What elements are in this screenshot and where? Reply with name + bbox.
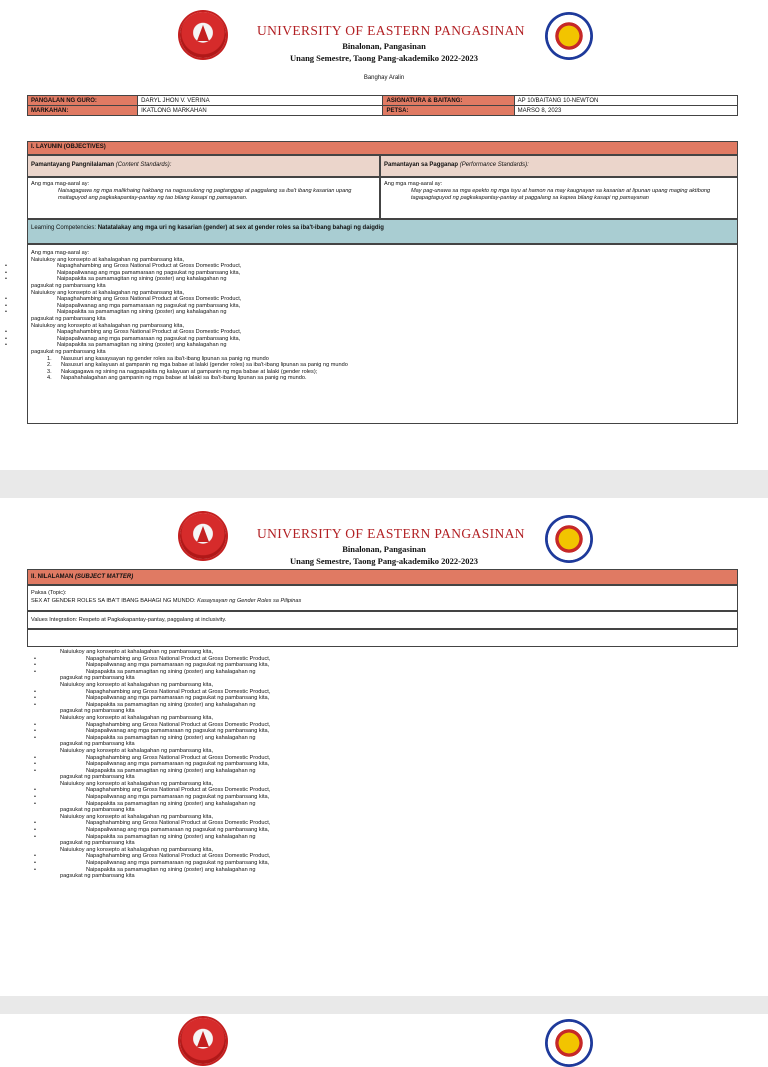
competency-bar [27,219,738,244]
numbered-objective-text: Nasusuri ang kalayuan at gampanin ng mga babae at lalaki (gender roles) sa iba't-ibang lipunan sa panig ng mundo [61,362,348,369]
objective-line: Naiuiukoy ang konsepto at kahalagahan ng pambansang kita, [60,846,214,853]
objective-group [60,781,270,814]
objective-line: pagsukat ng pambansang kita [60,675,135,682]
objective-line: pagsukat ng pambansang kita [60,807,135,814]
numbered-objective: 1. Nasusuri ang kasaysayan ng gender roles sa iba't-ibang lipunan sa panig ng mundo [47,355,269,362]
asignatura-label: ASIGNATURA & BAITANG: [383,96,514,106]
objective-line: • Naipapaliwanag ang mga pamamaraan ng pagsukat ng pambansang kita, [60,728,270,735]
asignatura-value: AP 10/BAITANG 10-NEWTON [514,96,737,106]
objective-group [60,748,270,781]
page-3 [0,1014,768,1024]
content-standard-cell [27,177,380,219]
objective-line: • Naipapakita sa pamamagitan ng sining (poster) ang kahalagahan ng [60,702,270,709]
objective-line: Naiuiukoy ang konsepto at kahalagahan ng pambansang kita, [60,649,214,655]
objective-group [60,682,270,715]
numbered-objective: 4. Napahahalagahan ang gampanin ng mga babae at lalaki sa iba't-ibang lipunan sa panig ng mundo. [47,375,307,382]
objective-line: • Naipapaliwanag ang mga pamamaraan ng pagsukat ng pambansang kita, [60,794,270,801]
university-name: UNIVERSITY OF EASTERN PANGASINAN [257,526,525,541]
content-learners: Ang mga mag-aaral ay: [31,181,90,187]
performance-standard-label: Pamantayan sa Pagganap [384,162,459,168]
info-table [27,95,738,116]
values-text: Values Integration: Respeto at Pagkakapantay-pantay, paggalang at inclusivity. [31,617,227,623]
page-gap [0,996,768,1014]
objective-line: • Naipapakita sa pamamagitan ng sining (poster) ang kahalagahan ng [60,735,270,742]
content-standard-en: (Content Standards): [115,162,172,168]
objective-line: • Naipapaliwanag ang mga pamamaraan ng pagsukat ng pambansang kita, [60,827,270,834]
university-logo-left [180,12,226,58]
objectives-body [27,244,738,424]
numbered-objective-text: Napahahalagahan ang gampanin ng mga babae at lalaki sa iba't-ibang lipunan sa panig ng mundo. [61,375,307,382]
objective-group [31,257,348,290]
numbered-objectives [31,356,348,382]
objective-line: • Napaghahambing ang Gross National Product at Gross Domestic Product, [31,296,348,303]
section2-title [27,569,738,585]
performance-standard-en: (Performance Standards): [459,162,529,168]
objective-line: pagsukat ng pambansang kita [60,840,135,847]
objective-line: • Napaghahambing ang Gross National Product at Gross Domestic Product, [31,263,348,270]
objective-line: Naiuiukoy ang konsepto at kahalagahan ng pambansang kita, [60,780,214,787]
competency-text: Natatalakay ang mga uri ng kasarian (gender) at sex at gender roles sa iba't-ibang bahagi ng daigdig [97,225,384,231]
objective-line: • Naipapakita sa pamamagitan ng sining (poster) ang kahalagahan ng [31,342,348,349]
numbered-objective-text: Nakagagawa ng sining na nagpapakita ng kalayuan at gampanin ng mga babae at lalaki (gender roles); [61,368,318,375]
numbered-objective-text: Nasusuri ang kasaysayan ng gender roles sa iba't-ibang lipunan sa panig ng mundo [61,355,269,362]
objective-line: • Naipapakita sa pamamagitan ng sining (poster) ang kahalagahan ng [60,669,270,676]
university-logo-left [180,1018,226,1064]
semester-text: Unang Semestre, Taong Pang-akademiko 2022-2023 [289,53,479,63]
university-seal-right [545,1019,593,1067]
objective-line: • Napaghahambing ang Gross National Product at Gross Domestic Product, [60,787,270,794]
numbered-objective: 3. Nakagagawa ng sining na nagpapakita ng kalayuan at gampanin ng mga babae at lalaki (gender roles); [47,368,318,375]
objective-line: • Naipapakita sa pamamagitan ng sining (poster) ang kahalagahan ng [60,834,270,841]
objective-line: Naiuiukoy ang konsepto at kahalagahan ng pambansang kita, [60,813,214,820]
objective-group [60,847,270,880]
objective-line: Naiuiukoy ang konsepto at kahalagahan ng pambansang kita, [31,289,185,296]
objective-line: • Naipapaliwanag ang mga pamamaraan ng pagsukat ng pambansang kita, [60,695,270,702]
objective-line: • Napaghahambing ang Gross National Product at Gross Domestic Product, [60,853,270,860]
document-title: Banghay Aralin [363,75,405,81]
objective-line: • Naipapaliwanag ang mga pamamaraan ng pagsukat ng pambansang kita, [60,761,270,768]
performance-standard-text: May pag-unawa sa mga epekto ng mga isyu at hamon na may kaugnayan sa kasarian at lipunan upang maging aktibong tagapagtaguyod ng pagkakapantay-pantay at paggalang sa kapwa bilang kasapi ng pamayanan [411,188,711,201]
topic-value [31,598,301,605]
university-name: UNIVERSITY OF EASTERN PANGASINAN [257,23,525,38]
topic-title: SEX AT GENDER ROLES SA IBA'T IBANG BAHAGI NG MUNDO: [31,598,196,604]
performance-standard-cell [380,177,738,219]
objective-line: • Napaghahambing ang Gross National Product at Gross Domestic Product, [60,689,270,696]
objective-line: Naiuiukoy ang konsepto at kahalagahan ng pambansang kita, [31,256,185,263]
objective-group [31,323,348,356]
objective-line: Naiuiukoy ang konsepto at kahalagahan ng pambansang kita, [60,714,214,721]
objective-line: Naiuiukoy ang konsepto at kahalagahan ng pambansang kita, [60,747,214,754]
objective-line: • Naipapakita sa pamamagitan ng sining (poster) ang kahalagahan ng [60,801,270,808]
objective-group [60,814,270,847]
page-1 [0,0,768,470]
objective-line: • Napaghahambing ang Gross National Product at Gross Domestic Product, [60,820,270,827]
overflow-text-block [60,649,270,880]
objective-line: pagsukat ng pambansang kita [31,282,106,289]
topic-subtitle: Kasaysayan ng Gender Roles sa Pilipinas [197,598,302,604]
location-text: Binalonan, Pangasinan [342,41,426,51]
page-2 [0,498,768,996]
objective-line: pagsukat ng pambansang kita [60,873,135,880]
section2-title-text: II. NILALAMAN [31,574,74,580]
objectives-block [31,250,348,382]
performance-learners: Ang mga mag-aaral ay: [384,181,443,187]
objective-line: • Napaghahambing ang Gross National Product at Gross Domestic Product, [60,755,270,762]
guro-label: PANGALAN NG GURO: [28,96,138,106]
objective-line: • Naipapakita sa pamamagitan ng sining (poster) ang kahalagahan ng [31,276,348,283]
objective-group [60,649,270,682]
objective-line: pagsukat ng pambansang kita [31,348,106,355]
objective-line: pagsukat ng pambansang kita [60,741,135,748]
objective-line: • Naipapaliwanag ang mga pamamaraan ng pagsukat ng pambansang kita, [31,336,348,343]
content-standard-label: Pamantayang Pangnilalaman [31,162,115,168]
performance-standard-header [380,155,738,177]
section2-title-en: (SUBJECT MATTER) [75,574,134,580]
markahan-value: IKATLONG MARKAHAN [138,106,383,116]
semester-text: Unang Semestre, Taong Pang-akademiko 2022-2023 [289,556,479,566]
location-text: Binalonan, Pangasinan [342,544,426,554]
guro-value: DARYL JHON V. VERINA [138,96,383,106]
objective-line: pagsukat ng pambansang kita [60,774,135,781]
objective-line: pagsukat ng pambansang kita [60,708,135,715]
objective-line: • Naipapaliwanag ang mga pamamaraan ng pagsukat ng pambansang kita, [60,662,270,669]
objective-line: • Naipapaliwanag ang mga pamamaraan ng pagsukat ng pambansang kita, [31,303,348,310]
objective-line: • Naipapaliwanag ang mga pamamaraan ng pagsukat ng pambansang kita, [31,270,348,277]
page-gap [0,470,768,498]
topic-label: Paksa (Topic): [31,590,67,596]
objective-line: • Napaghahambing ang Gross National Product at Gross Domestic Product, [60,656,270,663]
petsa-label: PETSA: [383,106,514,116]
objective-group [31,290,348,323]
values-cell [27,611,738,629]
objective-line: • Naipapakita sa pamamagitan ng sining (poster) ang kahalagahan ng [31,309,348,316]
competency-label: Learning Competencies: [31,225,97,231]
petsa-value: MARSO 8, 2023 [514,106,737,116]
university-seal-right [545,12,593,60]
numbered-objective: 2. Nasusuri ang kalayuan at gampanin ng mga babae at lalaki (gender roles) sa iba't-ibang lipunan sa panig ng mundo [47,362,348,369]
objective-line: • Napaghahambing ang Gross National Product at Gross Domestic Product, [60,722,270,729]
objective-line: • Napaghahambing ang Gross National Product at Gross Domestic Product, [31,329,348,336]
objective-line: • Naipapaliwanag ang mga pamamaraan ng pagsukat ng pambansang kita, [60,860,270,867]
objective-group [60,715,270,748]
section1-title: I. LAYUNIN (OBJECTIVES) [27,141,738,155]
objective-line: Naiuiukoy ang konsepto at kahalagahan ng pambansang kita, [60,681,214,688]
objective-line: • Naipapakita sa pamamagitan ng sining (poster) ang kahalagahan ng [60,867,270,874]
content-standard-text: Naisagagawa ng mga malikhaing hakbang na nagsusulong ng pagtanggap at paggalang sa iba't ibang kasarian upang maitaguyod ang pagkakapantay-pantay ng tao bilang kasapi ng pamayanan. [58,188,352,201]
empty-row [27,629,738,647]
university-seal-right [545,515,593,563]
objective-line: Naiuiukoy ang konsepto at kahalagahan ng pambansang kita, [31,322,185,329]
topic-cell [27,585,738,611]
objectives-intro: Ang mga mag-aaral ay: [31,250,90,256]
objective-line: pagsukat ng pambansang kita [31,315,106,322]
markahan-label: MARKAHAN: [28,106,138,116]
content-standard-header [27,155,380,177]
objective-line: • Naipapakita sa pamamagitan ng sining (poster) ang kahalagahan ng [60,768,270,775]
